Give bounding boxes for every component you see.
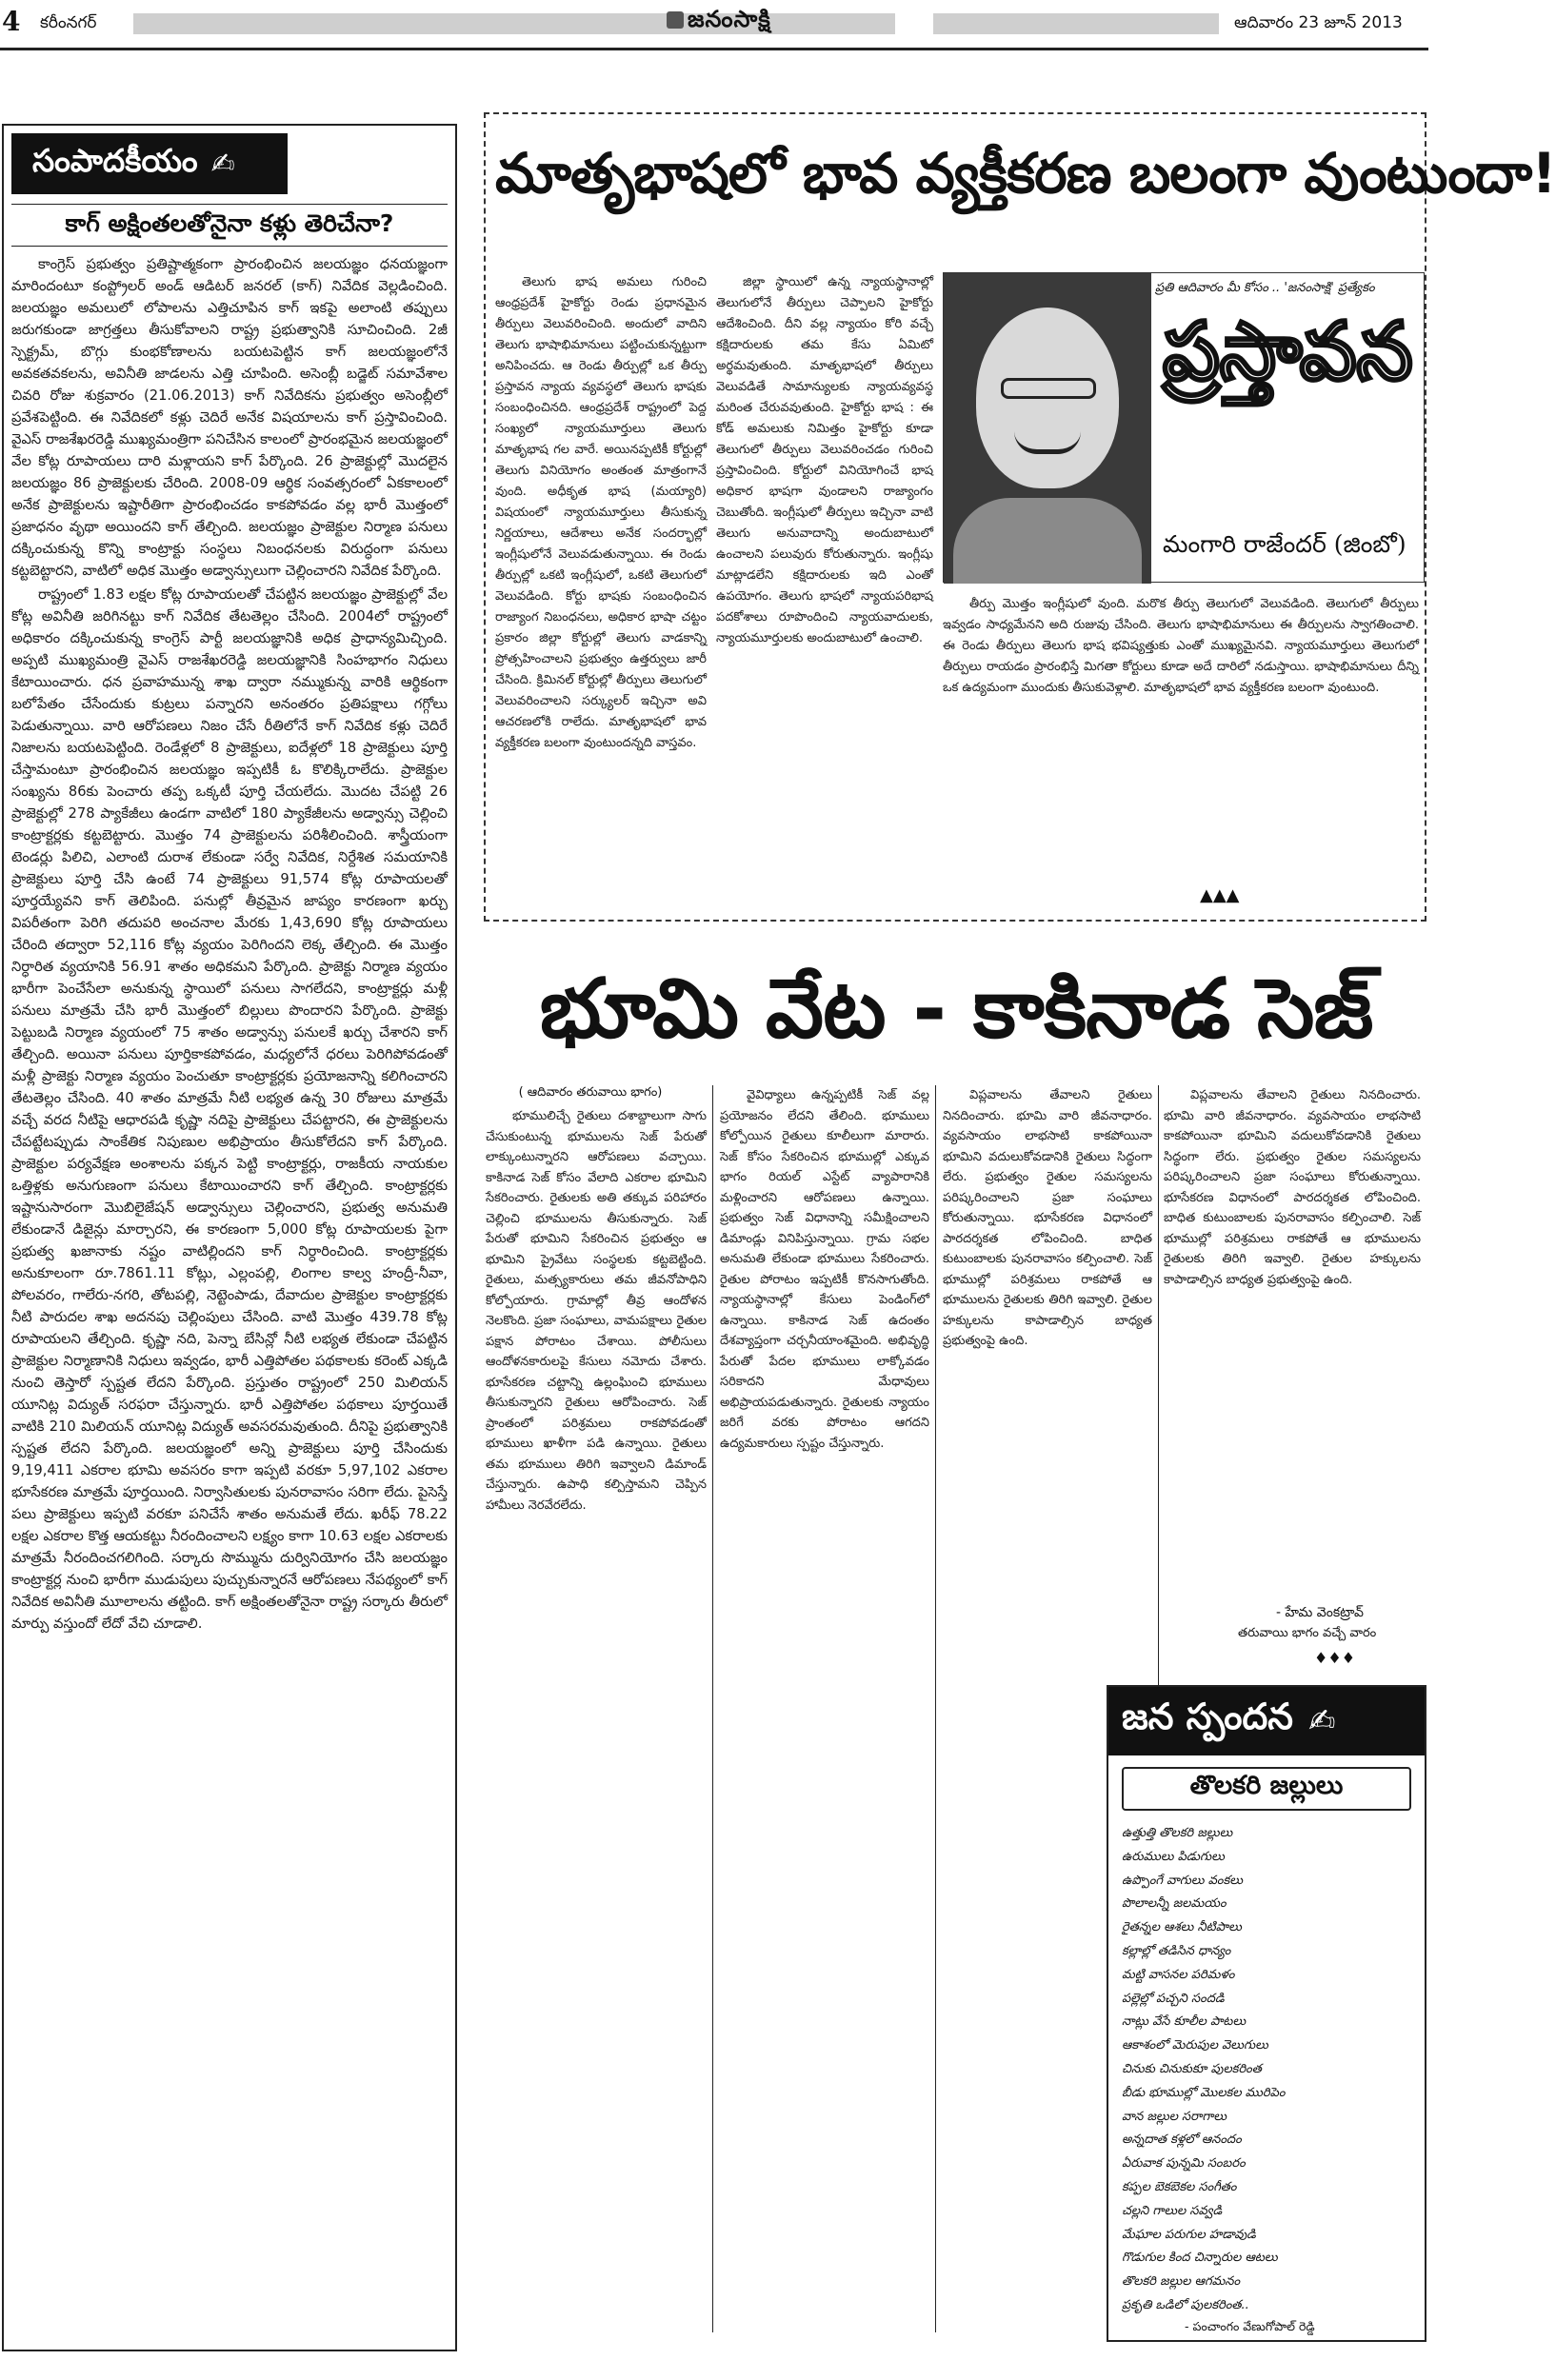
poem-line: ఆకాశంలో మెరుపుల వెలుగులు (1122, 2038, 1268, 2053)
poem-line: ఉత్తుత్తి తొలకరి జల్లులు (1122, 1826, 1233, 1840)
story-paragraph: భూములిచ్చే రైతులు దశాబ్దాలుగా సాగు చేసుకుంటున్న భూములను సెజ్ పేరుతో లాక్కుంటున్నారని ఆరోపణలు వచ్చాయి. కాకినాడ సెజ్ కోసం వేలాది ఎకరాల భూమిని సేకరించారు. రైతులకు అతి తక్కువ పరిహారం చెల్లించి భూములను తీసుకున్నారు. సెజ్ పేరుతో భూమిని సేకరించిన ప్రభుత్వం ఆ భూమిని ప్రైవేటు సంస్థలకు కట్టబెట్టింది. రైతులు, మత్స్యకారులు తమ జీవనోపాధిని కోల్పోయారు. గ్రామాల్లో తీవ్ర ఆందోళన నెలకొంది. ప్రజా సంఘాలు, వామపక్షాలు రైతుల పక్షాన పోరాటం చేశాయి. పోలీసులు ఆందోళనకారులపై కేసులు నమోదు చేశారు. భూసేకరణ చట్టాన్ని ఉల్లంఘించి భూములు తీసుకున్నారని రైతులు ఆరోపించారు. సెజ్ ప్రాంతంలో పరిశ్రమలు రాకపోవడంతో భూములు ఖాళీగా పడి ఉన్నాయి. రైతులు తమ భూములు తిరిగి ఇవ్వాలని డిమాండ్ చేస్తున్నారు. ఉపాధి కల్పిస్తామని చెప్పిన హామీలు నెరవేరలేదు. (486, 1109, 707, 1513)
poem-line: రైతన్నల ఆశలు నీటిపాలు (1122, 1920, 1242, 1935)
feature-col-3 (943, 594, 1419, 880)
editorial-title-rule-top (11, 204, 448, 205)
poem-line: పల్లెల్లో పచ్చని సందడి (1122, 1991, 1225, 2006)
story-paragraph: విప్లవాలను తేవాలని రైతులు నినదించారు. భూమి వారి జీవనాధారం. వ్యవసాయం లాభసాటి కాకపోయినా భూమిని వదులుకోవడానికి రైతులు సిద్ధంగా లేరు. ప్రభుత్వం రైతుల సమస్యలను పరిష్కరించాలని ప్రజా సంఘాలు కోరుతున్నాయి. భూసేకరణ విధానంలో పారదర్శకత లోపించింది. బాధిత కుటుంబాలకు పునరావాసం కల్పించాలి. సెజ్ భూముల్లో పరిశ్రమలు రాకపోతే ఆ భూములను రైతులకు తిరిగి ఇవ్వాలి. రైతుల హక్కులను కాపాడాల్సిన బాధ్యత ప్రభుత్వంపై ఉంది. (1164, 1088, 1421, 1287)
feature-image (943, 272, 1425, 583)
poem-line: చల్లని గాలుల సవ్వడి (1122, 2203, 1223, 2218)
story-paragraph: వైవిధ్యాలు ఉన్నప్పటికీ సెజ్ వల్ల ప్రయోజనం లేదని తేలింది. భూములు కోల్పోయిన రైతులు కూలీలుగా మారారు. సెజ్ కోసం సేకరించిన భూముల్లో ఎక్కువ భాగం రియల్ ఎస్టేట్ వ్యాపారానికి మళ్లించారని ఆరోపణలు ఉన్నాయి. ప్రభుత్వం సెజ్ విధానాన్ని సమీక్షించాలని డిమాండ్లు వినిపిస్తున్నాయి. గ్రామ సభల అనుమతి లేకుండా భూములు సేకరించారు. రైతుల పోరాటం ఇప్పటికీ కొనసాగుతోంది. న్యాయస్థానాల్లో కేసులు పెండింగ్‌లో ఉన్నాయి. కాకినాడ సెజ్ ఉదంతం దేశవ్యాప్తంగా చర్చనీయాంశమైంది. అభివృద్ధి పేరుతో పేదల భూములు లాక్కోవడం సరికాదని మేధావులు అభిప్రాయపడుతున్నారు. రైతులకు న్యాయం జరిగే వరకు పోరాటం ఆగదని ఉద్యమకారులు స్పష్టం చేస్తున్నారు. (720, 1088, 929, 1451)
section-name: కరీంనగర్ (40, 13, 97, 32)
editorial-banner-text: సంపాదకీయం (32, 141, 198, 179)
story-headline: భూమి వేట - కాకినాడ సెజ్ (539, 962, 1373, 1057)
story-col-1 (486, 1106, 707, 2334)
story-end-marks: ♦♦♦ (1314, 1649, 1356, 1667)
jana-spandana-banner (1108, 1687, 1425, 1755)
poem-line: మేఘాల పరుగుల హడావుడి (1122, 2227, 1256, 2242)
poem-line: గొడుగుల కింద చిన్నారుల ఆటలు (1122, 2251, 1278, 2266)
poem-lines (1122, 1822, 1417, 2318)
image-tagline: ప్రతి ఆదివారం మీ కోసం .. 'జనంసాక్షి' ప్రత్యేకం (1155, 281, 1375, 295)
poem-line: ఏరువాక పున్నమి సంబరం (1122, 2156, 1246, 2172)
poem-title-text: తొలకరి జల్లులు (1189, 1771, 1344, 1800)
feature-col-1 (495, 272, 707, 914)
feature-end-marks: ▲▲▲ (1200, 885, 1240, 905)
header-rule (0, 48, 1428, 50)
header-date: ఆదివారం 23 జూన్ 2013 (1234, 13, 1403, 32)
page-header (0, 0, 1428, 50)
editorial-paragraph: రాష్ట్రంలో 1.83 లక్షల కోట్ల రూపాయలతో చేపట్టిన జలయజ్ఞం ప్రాజెక్టుల్లో వేల కోట్ల అవినీతి జరిగినట్టు కాగ్ నివేదిక తేటతెల్లం చేసింది. 2004లో రాష్ట్రంలో అధికారం దక్కించుకున్న కాంగ్రెస్ పార్టీ జలయజ్ఞానికి అధిక ప్రాధాన్యమిచ్చింది. అప్పటి ముఖ్యమంత్రి వైఎస్ రాజశేఖరరెడ్డి జలయజ్ఞానికి సింహభాగం నిధులు కేటాయించారు. ధన ప్రవాహమున్న శాఖ ద్వారా నమ్ముకున్న వారికి ఆర్థికంగా బలోపేతం చేసేందుకు కుట్రలు పన్నారని అనంతరం ప్రతిపక్షాలు గగ్గోలు పెడుతున్నాయి. వారి ఆరోపణలు నిజం చేసే రీతిలోనే కాగ్ నివేదిక కళ్లు చెదిరే నిజాలను బయటపెట్టింది. రెండేళ్లలో 8 ప్రాజెక్టులు, ఐదేళ్లలో 18 ప్రాజెక్టులు పూర్తి చేస్తామంటూ ప్రారంభించిన జలయజ్ఞం ఇప్పటికీ ఓ కొలిక్కిరాలేదు. ప్రాజెక్టుల సంఖ్యను 86కు పెంచారు తప్ప ఒక్కటీ పూర్తి చేయలేదు. మొదట చేపట్టి 26 ప్రాజెక్టుల్లో 278 ప్యాకేజీలు ఉండగా వాటిలో 180 ప్యాకేజీలను అడ్వాన్సు చెల్లించి కాంట్రాక్టర్లకు కట్టబెట్టారు. మొత్తం 74 ప్రాజెక్టులను పరిశీలించింది. శాస్త్రీయంగా టెండర్లు పిలిచి, ఎలాంటి దురాశ లేకుండా సర్వే నివేదిక, నిర్దేశిత సమయానికి ప్రాజెక్టులు పూర్తి చేసి ఉంటే 74 ప్రాజెక్టులు 91,574 కోట్ల రూపాయలతో పూర్తయ్యేవని కాగ్ తెలిపింది. పనుల్లో తీవ్రమైన జాప్యం కారణంగా ఖర్చు విపరీతంగా పెరిగి తదుపరి అంచనాల మేరకు 1,43,690 కోట్ల రూపాయలు చేరింది తద్వారా 52,116 కోట్ల వ్యయం పెరిగిందని లెక్క తేల్చింది. ఈ మొత్తం నిర్ధారిత వ్యయానికి 56.91 శాతం అధికమని పేర్కొంది. ప్రాజెక్టు నిర్మాణ వ్యయం భారీగా పెంచేసేలా అనుకున్న స్థాయిలో పనులు సాగలేదని, కాంట్రాక్టర్లు మళ్లీ పనులు మాత్రమే చేసి భారీ మొత్తంలో బిల్లులు పొందారని పేర్కొంది. ప్రాజెక్టు పెట్టుబడి నిర్మాణ వ్యయంలో 75 శాతం అడ్వాన్సు పనులకే ఖర్చు చేశారని కాగ్ తేల్చింది. అయినా పనులు పూర్తికాకపోవడం, మధ్యలోనే ధరలు పెరిగిపోవడంతో మళ్లీ ప్రాజెక్టు నిర్మాణ వ్యయం పెంచుతూ కాంట్రాక్టర్లకు ప్రయోజనాన్ని కలిగించారని తేటతెల్లం చేసింది. 40 శాతం మాత్రమే నీటి లభ్యత ఉన్న 30 రోజులు మాత్రమే వచ్చే వరద నీటిపై ఆధారపడి కృష్ణా నదిపై ప్రాజెక్టులు చేపట్టారని, ఈ ప్రాజెక్టులను చేపట్టేటప్పుడు సాంకేతిక నిపుణుల అభిప్రాయం తీసుకోలేదని కాగ్ పేర్కొంది. ప్రాజెక్టుల పర్యవేక్షణ అంశాలను పక్కన పెట్టి కాంట్రాక్టర్లు, రాజకీయ నాయకుల ఒత్తిళ్లకు అనుగుణంగా పనులు కేటాయించారని కాగ్ తేల్చింది. కాంట్రాక్టర్లకు ఇష్టానుసారంగా మొబిలైజేషన్ అడ్వాన్సులు చెల్లించారని, ప్రభుత్వ అనుమతి లేకుండానే డిజైన్లు మార్చారని, ఈ కారణంగా 5,000 కోట్ల రూపాయలకు పైగా ప్రభుత్వ ఖజానాకు నష్టం వాటిల్లిందని కాగ్ నిర్ధారించింది. కాంట్రాక్టర్లకు అనుకూలంగా రూ.7861.11 కోట్లు, ఎల్లంపల్లి, లింగాల కాల్వ హంద్రీ-నీవా, పోలవరం, గాలేరు-నగరి, తోటపల్లి, నెట్టెంపాడు, దేవాదుల ప్రాజెక్టుల కాంట్రాక్టర్లకు నీటి పారుదల శాఖ అదనపు చెల్లింపులు చేసింది. వాటి మొత్తం 439.78 కోట్ల రూపాయలని తేల్చింది. కృష్ణా నది, పెన్నా బేసిన్లో నీటి లభ్యత లేకుండా చేపట్టిన ప్రాజెక్టుల నిర్మాణానికి నిధులు ఇవ్వడం, భారీ ఎత్తిపోతల పథకాలకు కరెంట్ ఎక్కడి నుంచి తెస్తారో స్పష్టత లేదని పేర్కొంది. ప్రస్తుతం రాష్ట్రంలో 250 మిలియన్ యూనిట్ల విద్యుత్ సరఫరా చేస్తున్నారు. భారీ ఎత్తిపోతల పథకాలు పూర్తయితే వాటికి 210 మిలియన్ యూనిట్ల విద్యుత్ అవసరమవుతుంది. దీనిపై ప్రభుత్వానికి స్పష్టత లేదని పేర్కొంది. జలయజ్ఞంలో అన్ని ప్రాజెక్టులు పూర్తి చేసిందుకు 9,19,411 ఎకరాల భూమి అవసరం కాగా ఇప్పటి వరకూ 5,97,102 ఎకరాల భూసేకరణ మాత్రమే పూర్తయింది. నిర్వాసితులకు పునరావాసం సరిగా లేదు. పైసెస్తే పలు ప్రాజెక్టులు ఇప్పటి వరకూ పనిచేసే శాతం అనుమతే లేదు. ఖరీఫ్ 78.22 లక్షల ఎకరాల కొత్త ఆయకట్టు నీరందించాలని లక్ష్యం కాగా 10.63 లక్షల ఎకరాలకు మాత్రమే నీరందించగలిగింది. సర్కారు సొమ్మును దుర్వినియోగం చేసి జలయజ్ఞం కాంట్రాక్టర్ల నుంచి భారీగా ముడుపులు పుచ్చుకున్నారనే ఆరోపణలు నేపథ్యంలో కాగ్ నివేదిక అవినీతి మూలాలను తట్టింది. కాగ్ అక్షింతలతోనైనా రాష్ట్ర సర్కారు తీరులో మార్పు వస్తుందో లేదో వేచి చూడాలి. (11, 586, 448, 1632)
poem-line: ఉప్పొంగే వాగులు వంకలు (1122, 1873, 1244, 1888)
editorial-title: కాగ్ అక్షింతలతోనైనా కళ్లు తెరిచేనా? (65, 209, 394, 237)
story-divider-2 (935, 1085, 936, 2332)
feature-headline: మాతృభాషలో భావ వ్యక్తీకరణ బలంగా వుంటుందా! (495, 141, 1556, 206)
story-col-4 (1164, 1085, 1421, 1599)
portrait-glasses (1001, 378, 1096, 399)
feature-paragraph: జిల్లా స్థాయిలో ఉన్న న్యాయస్థానాల్లో తెలుగులోనే తీర్పులు చెప్పాలని హైకోర్టు ఆదేశించింది. దీని వల్ల న్యాయం కోరి వచ్చే కక్షిదారులకు తమ కేసు ఏమిటో అర్థమవుతుంది. మాతృభాషలో తీర్పులు వెలువడితే సామాన్యులకు న్యాయవ్యవస్థ మరింత చేరువవుతుంది. హైకోర్టు భాష : ఈ కోడ్ అమలుకు నిమిత్తం హైకోర్టు కూడా తెలుగులో తీర్పులు వెలువరించడం గురించి ప్రస్తావించింది. కోర్టులో వినియోగించే భాష అధికార భాషగా వుండాలని రాజ్యాంగం చెబుతోంది. ఇంగ్లీషులో తీర్పులు ఇచ్చినా వాటి తెలుగు అనువాదాన్ని అందుబాటులో ఉంచాలని పలువురు కోరుతున్నారు. ఇంగ్లీషు మాట్లాడలేని కక్షిదారులకు ఇది ఎంతో ఉపయోగం. తెలుగు భాషలో న్యాయపరిభాష పదకోశాలు రూపొందించి న్యాయవాదులకు, న్యాయమూర్తులకు అందుబాటులో ఉంచాలి. (716, 275, 933, 645)
editorial-banner (11, 133, 288, 194)
story-divider-1 (712, 1085, 713, 2332)
story-paragraph: విప్లవాలను తేవాలని రైతులు నినదించారు. భూమి వారి జీవనాధారం. వ్యవసాయం లాభసాటి కాకపోయినా భూమిని వదులుకోవడానికి రైతులు సిద్ధంగా లేరు. ప్రభుత్వం రైతుల సమస్యలను పరిష్కరించాలని ప్రజా సంఘాలు కోరుతున్నాయి. భూసేకరణ విధానంలో పారదర్శకత లోపించింది. బాధిత కుటుంబాలకు పునరావాసం కల్పించాలి. సెజ్ భూముల్లో పరిశ్రమలు రాకపోతే ఆ భూములను రైతులకు తిరిగి ఇవ్వాలి. రైతుల హక్కులను కాపాడాల్సిన బాధ్యత ప్రభుత్వంపై ఉంది. (943, 1088, 1152, 1348)
editorial-body (11, 253, 448, 2344)
poem-line: ప్రకృతి ఒడిలో పులకరింత.. (1122, 2297, 1249, 2312)
story-divider-3 (1158, 1085, 1159, 1723)
pen-icon: ✍ (210, 147, 235, 181)
poem-line: ఉరుములు పిడుగులు (1122, 1849, 1225, 1864)
feature-paragraph: తీర్పు మొత్తం ఇంగ్లీషులో వుంది. మరొక తీర్పు తెలుగులో వెలువడింది. తెలుగులో తీర్పులు ఇవ్వడం సాధ్యమేనని అది రుజువు చేసింది. తెలుగు భాషాభిమానులు ఈ తీర్పులను స్వాగతించాలి. ఈ రెండు తీర్పులు తెలుగు భాష భవిష్యత్తుకు ఎంతో ముఖ్యమైనవి. న్యాయమూర్తులు తెలుగులో తీర్పులు రాయడం ప్రారంభిస్తే మిగతా కోర్టులు కూడా అదే దారిలో నడుస్తాయి. భాషాభిమానులు దీన్ని ఒక ఉద్యమంగా ముందుకు తీసుకువెళ్లాలి. మాతృభాషలో భావ వ్యక్తీకరణ బలంగా వుంటుంది. (943, 597, 1419, 695)
page-number: 4 (2, 6, 21, 37)
poem-line: పొలాలన్నీ జలమయం (1122, 1896, 1227, 1912)
editorial-paragraph: కాంగ్రెస్ ప్రభుత్వం ప్రతిష్టాత్మకంగా ప్రారంభించిన జలయజ్ఞం ధనయజ్ఞంగా మారిందంటూ కంప్ట్రోలర్ అండ్ ఆడిటర్ జనరల్ (కాగ్) నివేదిక వెల్లడించింది. జలయజ్ఞం అమలులో లోపాలను ఎత్తిచూపిన కాగ్ ఇకపై అలాంటి తప్పులు జరుగకుండా జాగ్రత్తలు తీసుకోవాలని రాష్ట్ర ప్రభుత్వానికి సూచించింది. 2జీ స్పెక్ట్రమ్, బొగ్గు కుంభకోణాలను బయటపెట్టిన కాగ్ జలయజ్ఞంలోనే అవకతవకలను, అవినీతి జాడలను ఎత్తి చూపింది. అసెంబ్లీ బడ్జెట్ సమావేశాల చివరి రోజు శుక్రవారం (21.06.2013) కాగ్ నివేదికను ప్రభుత్వం అసెంబ్లీలో ప్రవేశపెట్టింది. ఈ నివేదికలో కళ్లు చెదిరే అనేక విషయాలను కాగ్ ప్రస్తావించింది. వైఎస్ రాజశేఖరరెడ్డి ముఖ్యమంత్రిగా పనిచేసిన కాలంలో ప్రారంభమైన జలయజ్ఞంలో వేల కోట్ల రూపాయలు దారి మళ్లాయని కాగ్ పేర్కొంది. 26 ప్రాజెక్టుల్లో మొదలైన జలయజ్ఞం 86 ప్రాజెక్టులకు చేరింది. 2008-09 ఆర్థిక సంవత్సరంలో ఏకకాలంలో అనేక ప్రాజెక్టులను ఇష్టారీతిగా ప్రారంభించడం కాకపోవడం వల్ల భారీ మొత్తంలో ప్రజాధనం వృథా అయిందని కాగ్ తేల్చింది. జలయజ్ఞం ప్రాజెక్టుల నిర్మాణ పనులు దక్కించుకున్న కొన్ని కాంట్రాక్టు సంస్థలు నిబంధనలకు విరుద్ధంగా పనులు కట్టబెట్టారని, వాటిలో అధిక మొత్తం అడ్వాన్సులుగా చెల్లించారని నివేదిక పేర్కొంది. (11, 256, 448, 579)
poem-line: తొలకరి జల్లుల ఆగమనం (1122, 2274, 1241, 2290)
image-author: మంగారి రాజేందర్ (జింబో) (1163, 530, 1406, 558)
author-portrait (944, 273, 1151, 584)
feature-col-2 (716, 272, 933, 914)
story-col-2 (720, 1085, 929, 2332)
poem-line: నాట్లు వేసే కూలీల పాటలు (1122, 2014, 1247, 2030)
image-column-title: ప్రస్తావన (1163, 305, 1413, 398)
poem-line: కల్లాల్లో తడిసిన ధాన్యం (1122, 1943, 1231, 1958)
story-continued: ( ఆదివారం తరువాయి భాగం) (518, 1085, 663, 1100)
story-signature-note: తరువాయి భాగం వచ్చే వారం (1238, 1626, 1377, 1640)
poem-line: మట్టి వాసనల పరిమళం (1122, 1967, 1235, 1982)
masthead-logo: జనంసాక్షి (667, 6, 771, 38)
jana-spandana-box (1107, 1685, 1426, 2342)
poem-line: బీడు భూముల్లో మొలకల మురిపెం (1122, 2085, 1286, 2100)
jana-spandana-title: జన స్పందన (1122, 1696, 1293, 1737)
masthead-emblem-icon (667, 11, 684, 29)
poem-line: చినుకు చినుకుకూ పులకరింత (1122, 2061, 1262, 2076)
editorial-column (2, 124, 457, 2351)
portrait-shirt (953, 498, 1142, 584)
story-signature: - హేమ వెంకట్రావ్ (1276, 1605, 1364, 1620)
header-band-left (133, 13, 895, 34)
poem-line: అన్నదాత కళ్లలో ఆనందం (1122, 2132, 1242, 2148)
poem-title (1122, 1767, 1411, 1811)
poem-line: వాన జల్లుల సరాగాలు (1122, 2109, 1227, 2124)
quill-icon: ✍ (1307, 1702, 1336, 1740)
poet-name: - పంచాంగం వేణుగోపాల్ రెడ్డి (1185, 2319, 1315, 2333)
poem-line: కప్పల బెకబెకల సంగీతం (1122, 2179, 1237, 2194)
editorial-title-rule-bottom (11, 246, 448, 247)
header-band-right (933, 13, 1219, 34)
feature-paragraph: తెలుగు భాష అమలు గురించి ఆంధ్రప్రదేశ్ హైకోర్టు రెండు ప్రధానమైన తీర్పులు వెలువరించింది. అందులో వాదిని తెలుగు భాషాభిమానులు పట్టించుకున్నట్టుగా అనిపించదు. ఆ రెండు తీర్పుల్లో ఒక తీర్పు ప్రస్తావన న్యాయ వ్యవస్థలో తెలుగు భాషకు సంబంధించినది. ఆంధ్రప్రదేశ్ రాష్ట్రంలో పెద్ద సంఖ్యలో న్యాయమూర్తులు తెలుగు మాతృభాష గల వారే. అయినప్పటికీ కోర్టుల్లో తెలుగు వినియోగం అంతంత మాత్రంగానే వుంది. అధీకృత భాష (మయ్యారి) విషయంలో న్యాయమూర్తులు తీసుకున్న నిర్ణయాలు, ఆదేశాలు అనేక సందర్భాల్లో ఇంగ్లీషులోనే వెలువడుతున్నాయి. ఈ రెండు తీర్పుల్లో ఒకటి ఇంగ్లీషులో, ఒకటి తెలుగులో వెలువడింది. కోర్టు భాషకు సంబంధించిన రాజ్యాంగ నిబంధనలు, అధికార భాషా చట్టం ప్రకారం జిల్లా కోర్టుల్లో తెలుగు వాడకాన్ని ప్రోత్సహించాలని ప్రభుత్వం ఉత్తర్వులు జారీ చేసింది. క్రిమినల్ కోర్టుల్లో తీర్పులు తెలుగులో వెలువరించాలని సర్క్యులర్ ఇచ్చినా అవి ఆచరణలోకి రాలేదు. మాతృభాషలో భావ వ్యక్తీకరణ బలంగా వుంటుందన్నది వాస్తవం. (495, 275, 707, 750)
